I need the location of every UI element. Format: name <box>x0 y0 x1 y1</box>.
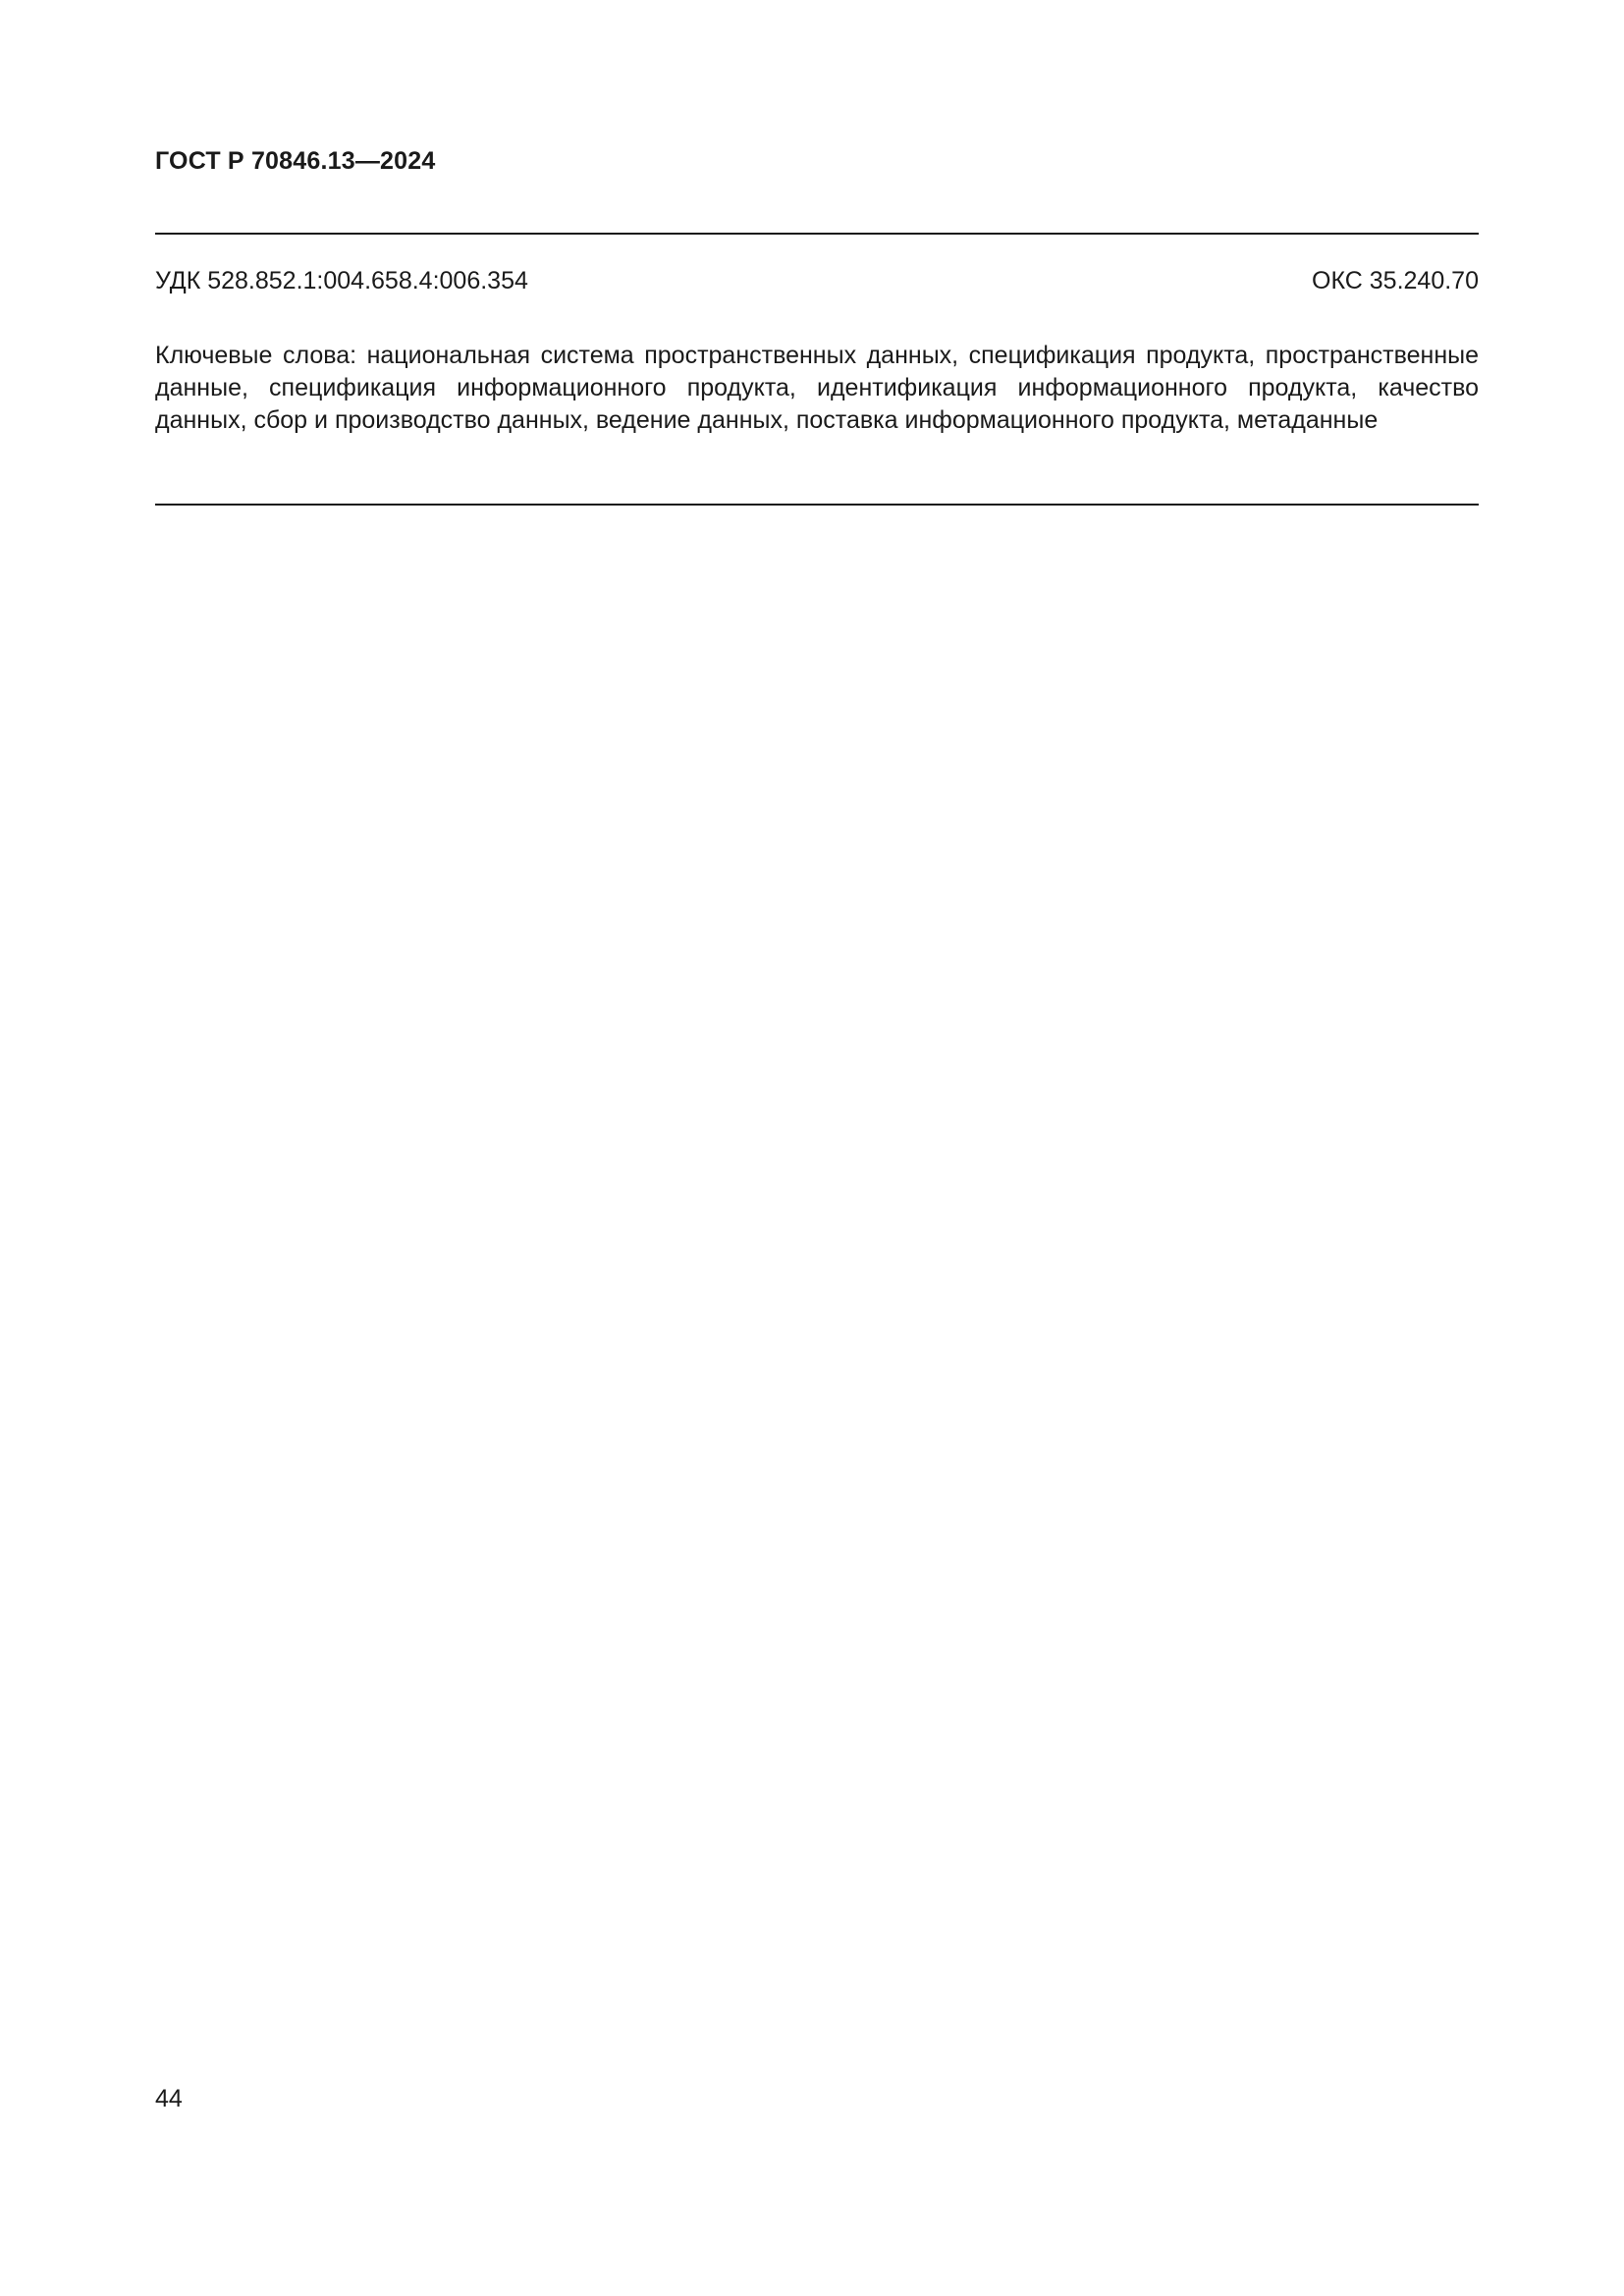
classification-row <box>155 267 1479 300</box>
standard-code-header: ГОСТ Р 70846.13—2024 <box>155 147 436 175</box>
keywords-paragraph: Ключевые слова: национальная система пространственных данных, спецификация продукта, пространственные данные, спецификация информационного продукта, идентификация информационного продукта, качество данных, сбор и производство данных, ведение данных, поставка информационного продукта, метаданные <box>155 342 1479 434</box>
oks-code: ОКС 35.240.70 <box>1312 267 1479 294</box>
page-number: 44 <box>155 2085 183 2112</box>
udk-code: УДК 528.852.1:004.658.4:006.354 <box>155 267 528 294</box>
top-divider <box>155 233 1479 235</box>
bottom-divider <box>155 504 1479 506</box>
